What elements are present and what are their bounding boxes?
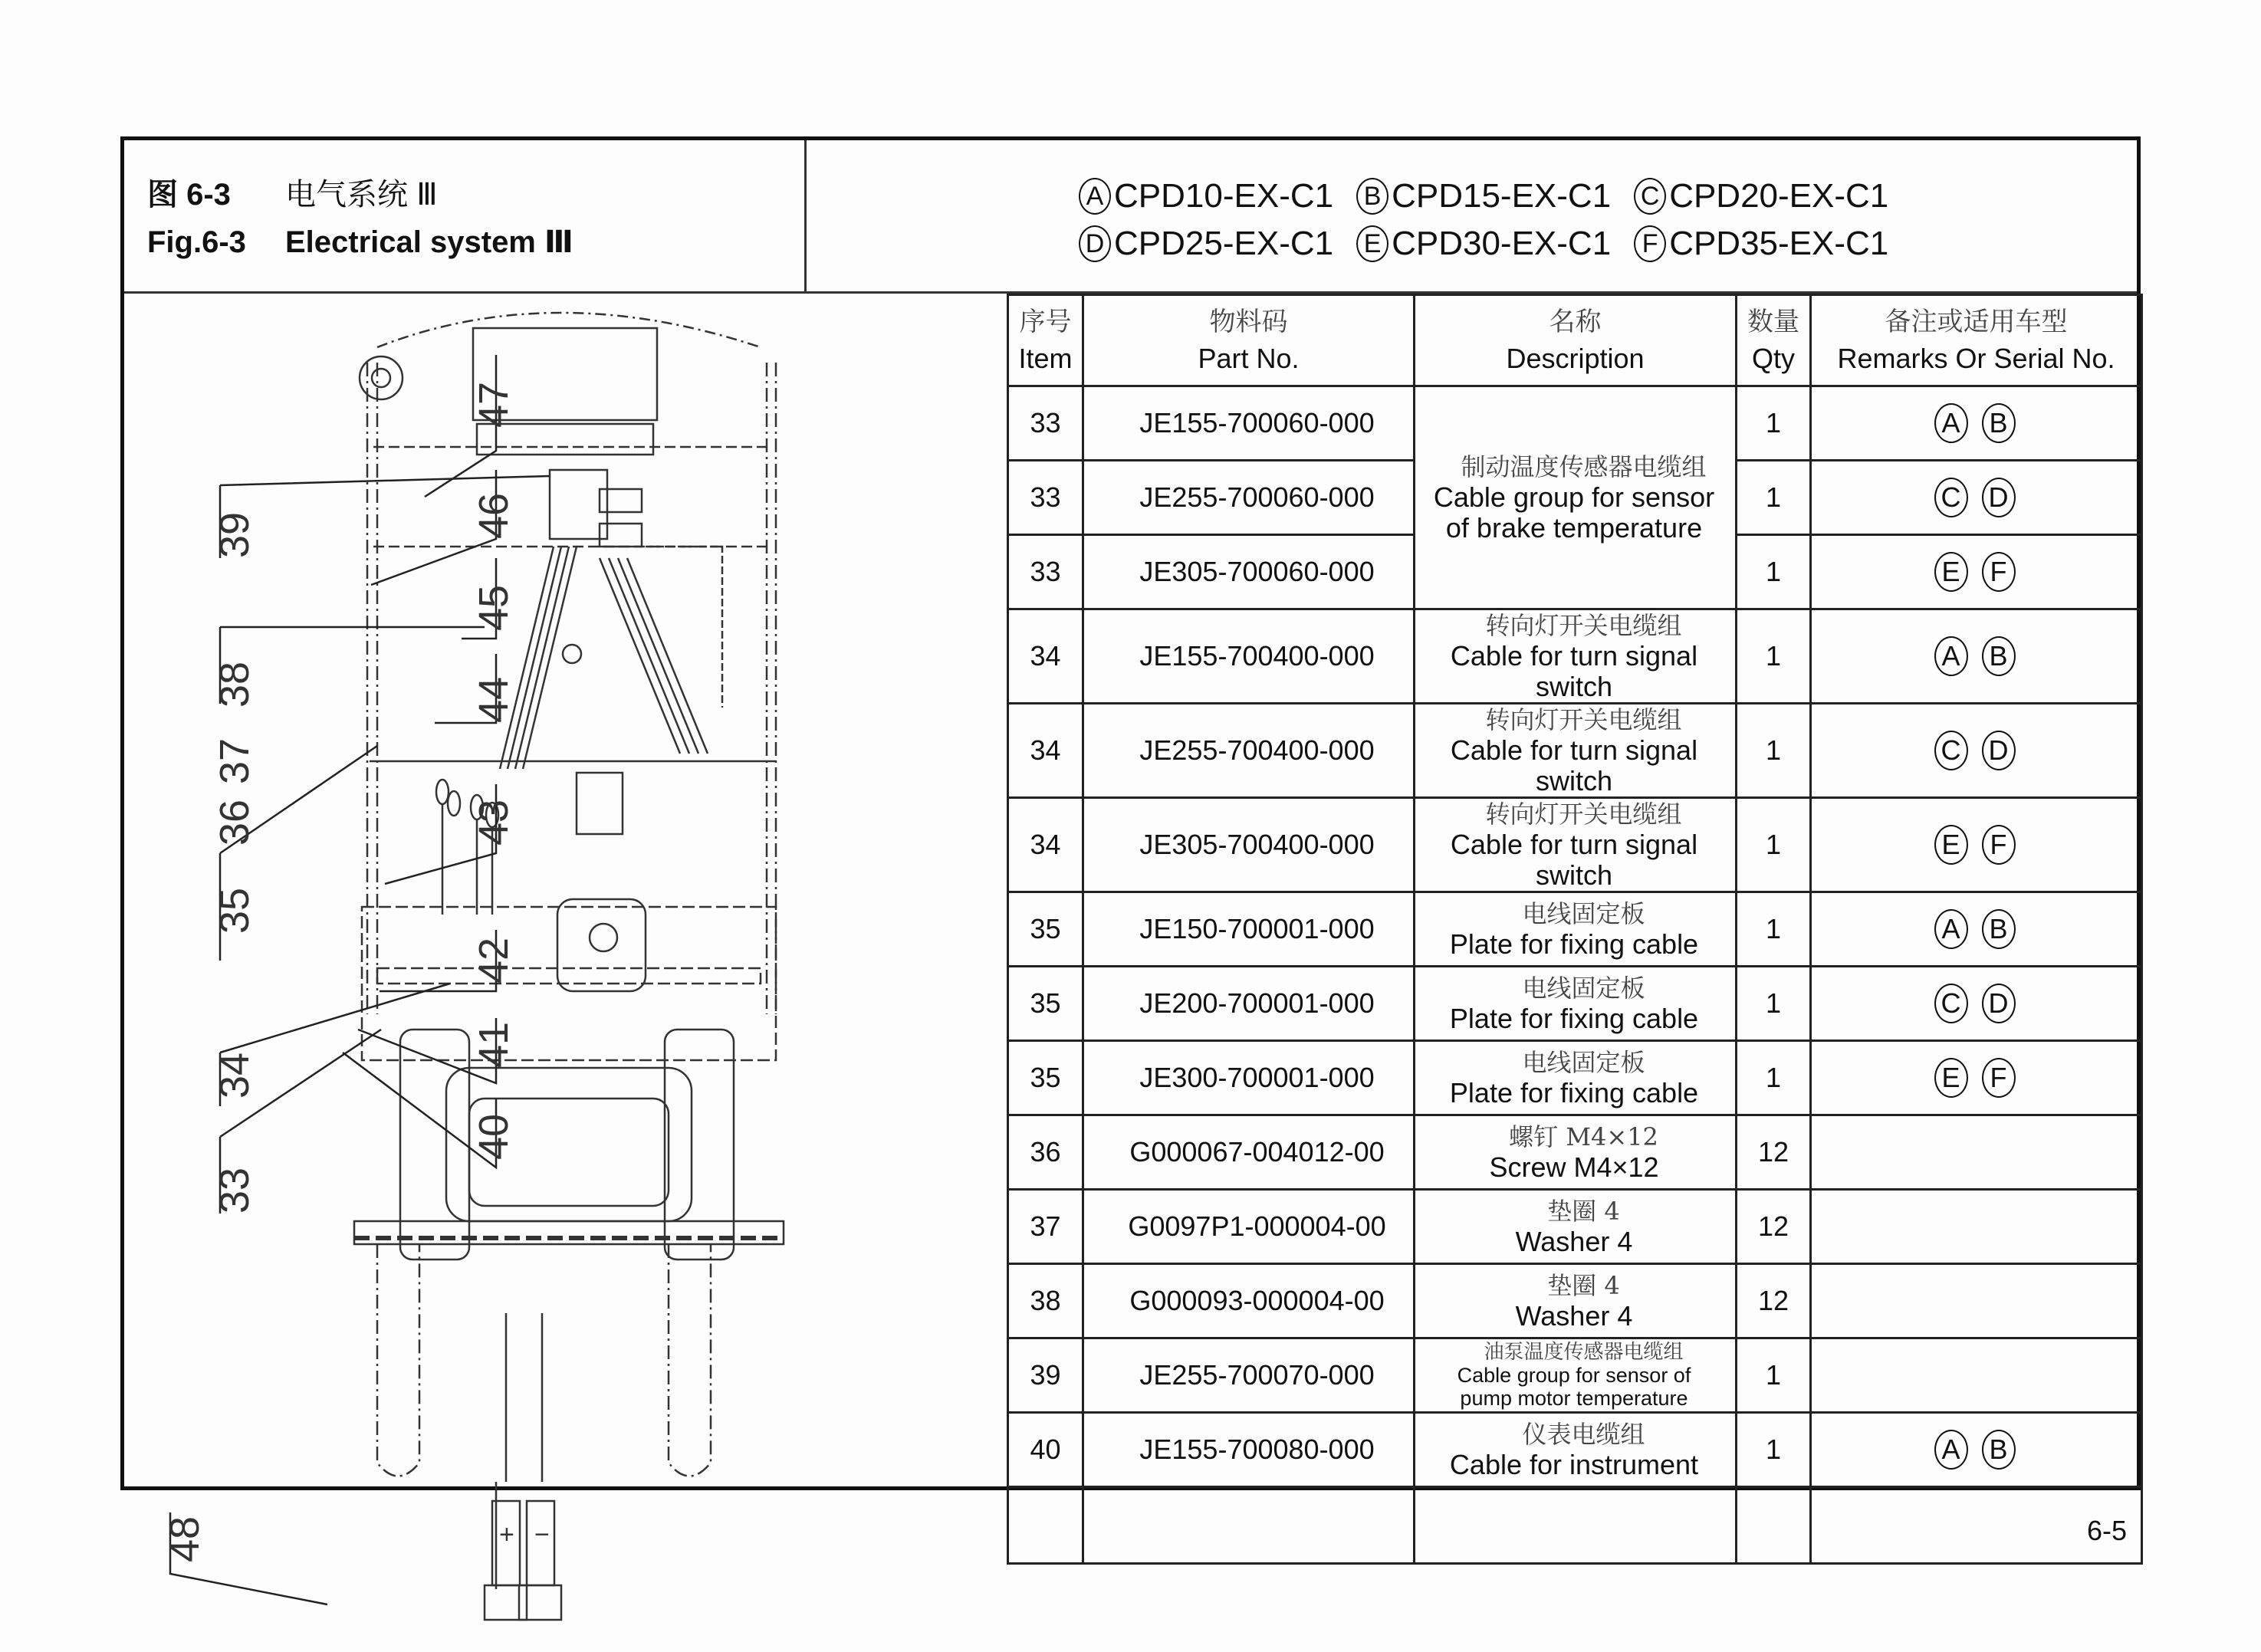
part-no-cell: JE155-700080-000 [1083,1413,1415,1487]
col-remarks: 备注或适用车型 Remarks Or Serial No. [1811,295,2142,386]
circled-letter-icon: D [1079,225,1111,262]
remarks-cell [1811,386,2142,461]
remarks-cell [1811,609,2142,704]
desc-cn: 油泵温度传感器电缆组 [1484,1341,1684,1364]
circled-letter-icon: B [1982,1430,2016,1470]
desc-cn: 垫圈 4 [1547,1197,1620,1226]
callout-48: 48 [162,1516,208,1562]
remarks-cell [1811,1413,2142,1487]
empty-table-row [1008,1487,2142,1564]
col-item: 序号 Item [1008,295,1083,386]
title-cn [147,171,573,218]
model-e [1356,220,1611,268]
part-no-cell: G0097P1-000004-00 [1083,1190,1415,1264]
forklift-schematic-icon [124,294,1007,1562]
item-cell: 39 [1008,1338,1083,1413]
table-row [1008,967,2142,1041]
circled-letter-icon: D [1982,731,2016,770]
remarks-cell [1811,1115,2142,1190]
desc-en: Cable for turn signal switch [1450,640,1698,702]
model-row [1079,172,1888,220]
remarks-cell [1811,704,2142,798]
circled-letter-icon: A [1934,636,1968,676]
qty-cell: 1 [1737,609,1811,704]
callout-41: 41 [471,1021,517,1068]
circled-letter-icon: D [1982,478,2016,517]
desc-en: Cable group for sensor of brake temperature [1433,481,1715,544]
model-code: CPD20-EX-C1 [1669,177,1889,215]
parts-table [1007,294,2143,1565]
circled-letter-icon: F [1982,552,2016,592]
model-code: CPD25-EX-C1 [1114,225,1334,262]
battery-positive-label: + [499,1520,514,1549]
callout-33: 33 [212,1167,258,1214]
table-row [1008,386,2142,461]
table-header-row [1008,295,2142,386]
part-no-cell: JE305-700060-000 [1083,535,1415,609]
title-en [147,218,573,266]
circled-letter-icon: C [1934,731,1968,770]
circled-letter-icon: C [1634,178,1666,215]
callout-37: 37 [212,737,258,784]
desc-cn: 制动温度传感器电缆组 [1461,452,1707,481]
model-b [1356,172,1611,220]
table-row [1008,704,2142,798]
circled-letter-icon: F [1634,225,1666,262]
figure-title [147,171,573,266]
model-f [1634,220,1888,268]
description-cell [1415,798,1737,892]
circled-letter-icon: B [1982,909,2016,949]
table-row [1008,798,2142,892]
description-cell [1415,386,1737,609]
callout-40: 40 [471,1113,517,1160]
model-c [1634,172,1888,220]
item-cell: 33 [1008,461,1083,535]
item-cell: 33 [1008,386,1083,461]
description-cell [1415,967,1737,1041]
desc-cn: 电线固定板 [1522,974,1645,1003]
col-qty: 数量 Qty [1737,295,1811,386]
part-no-cell: JE155-700060-000 [1083,386,1415,461]
fig-label-en: Fig.6-3 [147,225,246,259]
model-d [1079,220,1333,268]
model-legend [1079,172,1888,268]
page-number: 6-5 [2087,1515,2128,1546]
desc-cn: 电线固定板 [1522,899,1645,928]
model-code: CPD10-EX-C1 [1114,177,1334,215]
model-a [1079,172,1333,220]
remarks-cell [1811,798,2142,892]
desc-en: Cable for turn signal switch [1450,734,1698,796]
qty-cell: 1 [1737,704,1811,798]
model-code: CPD35-EX-C1 [1669,225,1889,262]
remarks-cell [1811,1041,2142,1115]
qty-cell: 1 [1737,967,1811,1041]
description-cell [1415,1264,1737,1338]
part-no-cell: JE255-700060-000 [1083,461,1415,535]
desc-cn: 转向灯开关电缆组 [1485,705,1682,734]
battery-negative-label: − [534,1520,550,1549]
description-cell [1415,704,1737,798]
item-cell: 33 [1008,535,1083,609]
model-code: CPD30-EX-C1 [1392,225,1612,262]
circled-letter-icon: E [1934,552,1968,592]
model-row [1079,220,1888,268]
part-no-cell: G000067-004012-00 [1083,1115,1415,1190]
item-cell: 35 [1008,967,1083,1041]
fig-title-en: Electrical system Ⅲ [285,225,573,259]
empty-cell [1008,1487,1083,1564]
table-row [1008,1115,2142,1190]
circled-letter-icon: F [1982,1058,2016,1098]
callout-43: 43 [471,799,517,846]
callout-45: 45 [471,584,517,631]
desc-en: Screw M4×12 [1489,1151,1659,1183]
part-no-cell: JE305-700400-000 [1083,798,1415,892]
item-cell: 36 [1008,1115,1083,1190]
remarks-cell [1811,967,2142,1041]
description-cell [1415,892,1737,967]
callout-38: 38 [212,661,258,708]
qty-cell: 1 [1737,386,1811,461]
table-row [1008,609,2142,704]
desc-cn: 电线固定板 [1522,1048,1645,1077]
circled-letter-icon: A [1934,403,1968,443]
circled-letter-icon: B [1356,178,1388,215]
electrical-system-drawing [124,294,1007,1562]
table-row [1008,1413,2142,1487]
desc-en: Plate for fixing cable [1449,1077,1699,1108]
circled-letter-icon: A [1934,909,1968,949]
remarks-cell [1811,1338,2142,1413]
qty-cell: 1 [1737,798,1811,892]
circled-letter-icon: C [1934,984,1968,1023]
header-vertical-divider [804,140,807,291]
circled-letter-icon: C [1934,478,1968,517]
col-part-no: 物料码 Part No. [1083,295,1415,386]
callout-35: 35 [212,887,258,934]
desc-en: Cable for turn signal switch [1450,829,1698,891]
callout-46: 46 [471,492,517,539]
circled-letter-icon: A [1934,1430,1968,1470]
item-cell: 37 [1008,1190,1083,1264]
item-cell: 40 [1008,1413,1083,1487]
empty-cell [1083,1487,1415,1564]
desc-en: Cable for instrument [1449,1449,1699,1480]
model-code: CPD15-EX-C1 [1392,177,1612,215]
circled-letter-icon: E [1934,1058,1968,1098]
circled-letter-icon: D [1982,984,2016,1023]
part-no-cell: JE300-700001-000 [1083,1041,1415,1115]
circled-letter-icon: B [1982,403,2016,443]
description-cell [1415,1190,1737,1264]
item-cell: 38 [1008,1264,1083,1338]
qty-cell: 1 [1737,1041,1811,1115]
remarks-cell [1811,535,2142,609]
desc-cn: 仪表电缆组 [1522,1420,1645,1449]
callout-34: 34 [212,1052,258,1099]
remarks-cell [1811,892,2142,967]
remarks-cell [1811,461,2142,535]
part-no-cell: JE200-700001-000 [1083,967,1415,1041]
desc-en: Plate for fixing cable [1449,1003,1699,1034]
remarks-cell [1811,1190,2142,1264]
qty-cell: 12 [1737,1115,1811,1190]
desc-en: Plate for fixing cable [1449,928,1699,960]
circled-letter-icon: A [1079,178,1111,215]
item-cell: 35 [1008,1041,1083,1115]
qty-cell: 1 [1737,461,1811,535]
desc-cn: 转向灯开关电缆组 [1485,800,1682,829]
qty-cell: 1 [1737,892,1811,967]
table-row [1008,1190,2142,1264]
circled-letter-icon: E [1356,225,1388,262]
part-no-cell: JE255-700400-000 [1083,704,1415,798]
table-row [1008,1264,2142,1338]
callout-39: 39 [212,511,258,558]
circled-letter-icon: F [1982,825,2016,865]
qty-cell: 1 [1737,1413,1811,1487]
desc-en: Cable group for sensor of pump motor temperature [1457,1364,1691,1410]
empty-cell [1737,1487,1811,1564]
part-no-cell: G000093-000004-00 [1083,1264,1415,1338]
qty-cell: 1 [1737,535,1811,609]
desc-en: Washer 4 [1515,1226,1633,1257]
description-cell [1415,1115,1737,1190]
empty-cell [1415,1487,1737,1564]
callout-36: 36 [212,799,258,846]
description-cell [1415,1413,1737,1487]
circled-letter-icon: E [1934,825,1968,865]
table-row [1008,892,2142,967]
description-cell [1415,1041,1737,1115]
description-cell [1415,609,1737,704]
fig-title-cn: 电气系统 Ⅲ [285,178,438,212]
table-row [1008,1041,2142,1115]
qty-cell: 12 [1737,1190,1811,1264]
desc-cn: 螺钉 M4×12 [1509,1122,1658,1151]
item-cell: 35 [1008,892,1083,967]
qty-cell: 12 [1737,1264,1811,1338]
part-no-cell: JE155-700400-000 [1083,609,1415,704]
item-cell: 34 [1008,609,1083,704]
circled-letter-icon: B [1982,636,2016,676]
item-cell: 34 [1008,798,1083,892]
col-description: 名称 Description [1415,295,1737,386]
desc-en: Washer 4 [1515,1300,1633,1332]
qty-cell: 1 [1737,1338,1811,1413]
item-cell: 34 [1008,704,1083,798]
description-cell [1415,1338,1737,1413]
remarks-cell [1811,1264,2142,1338]
callout-42: 42 [471,937,517,984]
fig-label-cn: 图 6-3 [147,178,231,212]
callout-47: 47 [471,381,517,428]
part-no-cell: JE255-700070-000 [1083,1338,1415,1413]
callout-44: 44 [471,676,517,723]
part-no-cell: JE150-700001-000 [1083,892,1415,967]
desc-cn: 垫圈 4 [1547,1271,1620,1300]
desc-cn: 转向灯开关电缆组 [1485,611,1682,640]
table-row [1008,1338,2142,1413]
